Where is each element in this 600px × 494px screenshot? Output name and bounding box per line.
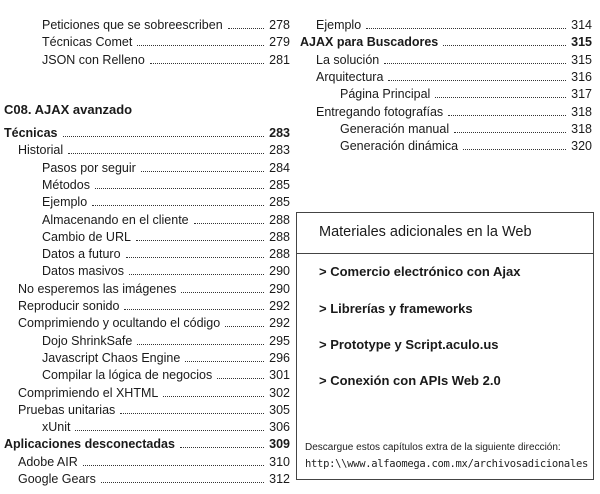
- toc-entry-page: 288: [269, 247, 290, 262]
- dot-leader: [443, 45, 566, 46]
- toc-entry-page: 295: [269, 333, 290, 348]
- toc-entry-title: Comprimiendo el XHTML: [18, 385, 159, 400]
- toc-entry: [0, 330, 290, 348]
- toc-entry-page: 318: [571, 121, 592, 136]
- toc-entry: [0, 209, 290, 227]
- dot-leader: [150, 63, 264, 64]
- download-note: Descargue estos capítulos extra de la siguiente dirección:: [305, 442, 561, 453]
- dot-leader: [141, 171, 264, 172]
- toc-entry-page: 283: [269, 126, 290, 140]
- toc-entry: [0, 31, 290, 49]
- dot-leader: [194, 223, 265, 224]
- toc-entry-page: 285: [269, 195, 290, 210]
- chapter-title: C08. AJAX avanzado: [4, 102, 133, 117]
- toc-entry: [0, 243, 290, 261]
- toc-entry: [0, 382, 290, 400]
- toc-entry: [0, 278, 290, 296]
- toc-entry-title: Página Principal: [340, 87, 431, 102]
- toc-entry-title: Comprimiendo y ocultando el código: [18, 316, 221, 331]
- toc-entry-page: 314: [571, 18, 592, 32]
- toc-entry: [0, 226, 290, 244]
- toc-entry-page: 306: [269, 420, 290, 435]
- toc-entry: [0, 399, 290, 417]
- dot-leader: [185, 361, 264, 362]
- toc-entry-title: Generación manual: [340, 121, 450, 136]
- toc-entry-title: Ejemplo: [316, 18, 362, 32]
- toc-entry-title: Historial: [18, 143, 64, 158]
- dot-leader: [435, 97, 566, 98]
- toc-entry: [0, 347, 290, 365]
- dot-leader: [384, 63, 566, 64]
- dot-leader: [63, 136, 265, 137]
- toc-entry: [0, 364, 290, 382]
- toc-entry-page: 290: [269, 281, 290, 296]
- toc-entry-page: 292: [269, 299, 290, 313]
- toc-entry-title: AJAX para Buscadores: [300, 35, 439, 50]
- toc-entry: [0, 433, 290, 451]
- toc-entry-title: Generación dinámica: [340, 139, 459, 154]
- dot-leader: [137, 45, 264, 46]
- dot-leader: [92, 205, 264, 206]
- dot-leader: [388, 80, 566, 81]
- toc-entry-title: Datos masivos: [42, 264, 124, 279]
- toc-entry: [296, 118, 592, 136]
- dot-leader: [181, 292, 264, 293]
- toc-entry: [0, 295, 290, 313]
- toc-entry-page: 312: [269, 472, 290, 486]
- box-divider: [297, 253, 593, 254]
- toc-entry-page: 315: [571, 35, 592, 50]
- dot-leader: [83, 465, 264, 466]
- dot-leader: [180, 447, 264, 448]
- toc-entry: [0, 468, 290, 486]
- toc-entry: [0, 416, 290, 434]
- dot-leader: [163, 396, 264, 397]
- download-url[interactable]: http:\\www.alfaomega.com.mx/archivosadicionales: [305, 458, 589, 470]
- toc-entry-page: 285: [269, 177, 290, 192]
- toc-entry: [0, 122, 290, 140]
- toc-entry: [0, 191, 290, 209]
- dot-leader: [463, 149, 566, 150]
- toc-entry: [0, 174, 290, 192]
- dot-leader: [448, 115, 566, 116]
- dot-leader: [136, 240, 264, 241]
- toc-entry-page: 296: [269, 350, 290, 365]
- toc-entry-page: 310: [269, 454, 290, 469]
- dot-leader: [126, 257, 265, 258]
- dot-leader: [68, 153, 264, 154]
- dot-leader: [366, 28, 566, 29]
- dot-leader: [75, 430, 264, 431]
- toc-entry: [0, 157, 290, 175]
- toc-entry-title: Técnicas: [4, 126, 58, 140]
- toc-entry-title: Ejemplo: [42, 195, 88, 210]
- dot-leader: [95, 188, 264, 189]
- toc-entry: [0, 139, 290, 157]
- toc-entry-title: JSON con Relleno: [42, 52, 145, 67]
- toc-entry: [0, 451, 290, 469]
- toc-entry-title: Pruebas unitarias: [18, 402, 116, 417]
- dot-leader: [137, 344, 264, 345]
- toc-entry-page: 318: [571, 104, 592, 119]
- box-item: > Conexión con APIs Web 2.0: [319, 373, 501, 388]
- box-item: > Prototype y Script.aculo.us: [319, 337, 499, 352]
- toc-entry-title: Peticiones que se sobreescriben: [42, 18, 223, 32]
- box-title: Materiales adicionales en la Web: [319, 224, 532, 240]
- toc-entry-title: Arquitectura: [316, 69, 384, 84]
- toc-entry-page: 283: [269, 143, 290, 158]
- dot-leader: [225, 326, 264, 327]
- toc-entry-title: Javascript Chaos Engine: [42, 350, 181, 365]
- toc-entry-page: 301: [269, 368, 290, 383]
- toc-entry: [0, 14, 290, 32]
- toc-entry-page: 281: [269, 52, 290, 67]
- dot-leader: [454, 132, 566, 133]
- toc-entry-page: 284: [269, 160, 290, 175]
- dot-leader: [120, 413, 264, 414]
- toc-entry: [0, 312, 290, 330]
- dot-leader: [101, 482, 264, 483]
- toc-entry-page: 305: [269, 402, 290, 417]
- toc-entry: [296, 31, 592, 49]
- toc-entry-page: 309: [269, 437, 290, 452]
- toc-entry-page: 302: [269, 385, 290, 400]
- toc-entry-title: Adobe AIR: [18, 454, 78, 469]
- toc-entry: [296, 101, 592, 119]
- toc-entry-page: 288: [269, 229, 290, 244]
- toc-entry-title: La solución: [316, 52, 380, 67]
- toc-entry-title: Reproducir sonido: [18, 299, 120, 313]
- toc-entry-page: 316: [571, 69, 592, 84]
- toc-entry-page: 279: [269, 35, 290, 50]
- dot-leader: [124, 309, 264, 310]
- dot-leader: [217, 378, 264, 379]
- toc-entry-page: 317: [571, 87, 592, 102]
- toc-entry-page: 320: [571, 139, 592, 154]
- toc-entry-title: xUnit: [42, 420, 71, 435]
- toc-entry-title: Compilar la lógica de negocios: [42, 368, 213, 383]
- toc-entry-title: Datos a futuro: [42, 247, 121, 262]
- toc-entry-page: 278: [269, 18, 290, 32]
- dot-leader: [228, 28, 264, 29]
- box-item: > Comercio electrónico con Ajax: [319, 264, 521, 279]
- toc-entry-title: No esperemos las imágenes: [18, 281, 177, 296]
- toc-entry-title: Entregando fotografías: [316, 104, 444, 119]
- toc-entry-title: Métodos: [42, 177, 90, 192]
- toc-entry-page: 315: [571, 52, 592, 67]
- toc-entry-title: Dojo ShrinkSafe: [42, 333, 133, 348]
- toc-entry: [296, 135, 592, 153]
- toc-entry-title: Técnicas Comet: [42, 35, 133, 50]
- toc-entry: [296, 49, 592, 67]
- toc-entry: [0, 49, 290, 67]
- toc-entry: [296, 66, 592, 84]
- toc-entry-page: 288: [269, 212, 290, 227]
- toc-entry-page: 290: [269, 264, 290, 279]
- toc-entry-title: Aplicaciones desconectadas: [4, 437, 175, 452]
- toc-entry-title: Pasos por seguir: [42, 160, 136, 175]
- toc-entry: [296, 83, 592, 101]
- box-item: > Librerías y frameworks: [319, 301, 473, 316]
- dot-leader: [129, 274, 264, 275]
- toc-entry-title: Google Gears: [18, 472, 96, 486]
- toc-entry: [0, 260, 290, 278]
- toc-entry: [296, 14, 592, 32]
- toc-entry-title: Almacenando en el cliente: [42, 212, 189, 227]
- additional-materials-box: [296, 212, 594, 480]
- toc-entry-page: 292: [269, 316, 290, 331]
- toc-entry-title: Cambio de URL: [42, 229, 131, 244]
